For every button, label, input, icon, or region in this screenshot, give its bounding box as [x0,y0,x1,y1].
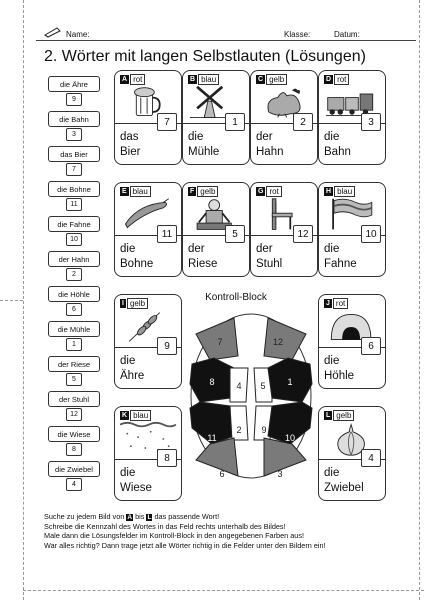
card-noun: Ähre [120,370,145,382]
cut-line-left [23,0,24,600]
answer-box[interactable]: 1 [225,113,245,131]
card-label [120,186,151,197]
card-letter: I [122,300,124,307]
card-label [324,74,349,85]
word-item: der Riese [48,356,100,372]
kontroll-field-number: 7 [217,337,223,347]
card-letter: J [326,300,330,307]
card-article: die [120,467,136,479]
word-item: der Stuhl [48,391,100,407]
datum-label: Datum: [334,30,360,39]
card-label [324,298,348,309]
kontroll-field-number: 10 [284,433,296,443]
picture-card [318,182,386,277]
cut-line-right [419,0,420,600]
kontroll-field-number: 8 [209,377,215,387]
instruction-line-2: Schreibe die Kennzahl des Wortes in das Feld rechts unterhalb des Bildes! [44,522,286,532]
card-letter: F [190,188,195,195]
card-noun: Bier [120,146,141,158]
name-label: Name: [66,30,90,39]
instruction-line-4: War alles richtig? Dann trage jetzt alle Wörter richtig in die Felder unter den Bildern ein! [44,540,326,550]
card-article: die [120,355,136,367]
card-article: das [120,131,139,143]
answer-box[interactable]: 12 [293,225,313,243]
card-color: gelb [266,74,287,85]
card-label [188,74,219,85]
card-letter: G [258,188,264,195]
card-noun: Hahn [256,146,284,158]
word-number-box: 6 [66,303,82,316]
card-noun: Wiese [120,482,152,494]
kontroll-field-number: 2 [236,425,242,435]
answer-box[interactable]: 3 [361,113,381,131]
word-item: die Zwiebel [48,461,100,477]
kontroll-field-number: 12 [272,337,284,347]
word-number-box: 10 [66,233,82,246]
card-article: die [324,243,340,255]
answer-box[interactable]: 7 [157,113,177,131]
instruction-line-1-a: Suche zu jedem Bild von [44,512,127,521]
picture-card [250,70,318,165]
answer-box[interactable]: 8 [157,449,177,467]
card-color: rot [334,74,349,85]
card-noun: Höhle [324,370,355,382]
card-article: der [256,243,273,255]
answer-box[interactable]: 5 [225,225,245,243]
card-article: die [324,355,340,367]
klasse-label: Klasse: [284,30,311,39]
card-letter: E [122,188,127,195]
kontroll-field-number: 1 [287,377,293,387]
instructions [44,512,414,550]
card-letter: L [326,412,331,419]
picture-card [114,182,182,277]
word-number-box: 3 [66,128,82,141]
card-label [188,186,218,197]
instruction-line-1-b: bis [133,512,147,521]
word-number-box: 11 [66,198,82,211]
word-item: die Wiese [48,426,100,442]
picture-card [114,406,182,501]
answer-box[interactable]: 4 [361,449,381,467]
word-item: die Mühle [48,321,100,337]
card-color: rot [266,186,281,197]
card-color: blau [130,186,151,197]
answer-box[interactable]: 6 [361,337,381,355]
card-color: gelb [333,410,354,421]
cut-line-bottom [23,590,424,591]
word-item: die Fahne [48,216,100,232]
picture-card [250,182,318,277]
picture-card [182,182,250,277]
word-item: das Bier [48,146,100,162]
picture-card [114,70,182,165]
kontroll-field-number: 3 [277,469,283,479]
kontroll-field-number: 5 [260,381,266,391]
card-letter: B [190,76,196,83]
word-number-box: 9 [66,93,82,106]
page-title: 2. Wörter mit langen Selbstlauten (Lösungen) [44,48,366,65]
header-line [36,40,416,41]
card-article: die [324,131,340,143]
word-number-box: 4 [66,478,82,491]
instruction-line-3: Male dann die Lösungsfelder im Kontroll-Block in den angegebenen Farben aus! [44,531,305,541]
picture-card [318,70,386,165]
answer-box[interactable]: 9 [157,337,177,355]
word-item: die Höhle [48,286,100,302]
answer-box[interactable]: 2 [293,113,313,131]
card-noun: Riese [188,258,218,270]
card-color: blau [334,186,355,197]
card-label [256,74,287,85]
card-noun: Stuhl [256,258,283,270]
card-label [120,74,145,85]
picture-card [182,70,250,165]
card-color: gelb [127,298,148,309]
kontroll-field[interactable] [264,318,306,360]
picture-card [318,294,386,389]
kontroll-block [186,306,316,486]
word-item: die Ähre [48,76,100,92]
card-color: blau [198,74,219,85]
picture-card [114,294,182,389]
card-letter: K [122,412,128,419]
word-item: die Bohne [48,181,100,197]
card-letter: C [258,76,264,83]
word-number-box: 5 [66,373,82,386]
card-noun: Fahne [324,258,357,270]
card-article: die [188,131,204,143]
card-color: rot [333,298,348,309]
kontroll-field-number: 9 [261,425,267,435]
card-article: der [188,243,205,255]
card-color: rot [130,74,145,85]
card-noun: Mühle [188,146,220,158]
answer-box[interactable]: 11 [157,225,177,243]
card-article: die [324,467,340,479]
card-label [324,410,354,421]
kontroll-field-number: 6 [219,469,225,479]
card-letter: D [326,76,332,83]
picture-card [318,406,386,501]
word-number-box: 7 [66,163,82,176]
word-item: die Bahn [48,111,100,127]
card-noun: Bohne [120,258,154,270]
card-label [324,186,355,197]
kontroll-block-title: Kontroll-Block [205,292,267,303]
kontroll-field-number: 4 [236,381,242,391]
card-letter: A [122,76,128,83]
card-article: die [120,243,136,255]
word-number-box: 8 [66,443,82,456]
card-noun: Bahn [324,146,351,158]
answer-box[interactable]: 10 [361,225,381,243]
word-number-box: 2 [66,268,82,281]
card-label [120,410,151,421]
word-item: der Hahn [48,251,100,267]
card-letter: H [326,188,332,195]
instruction-line-1-c: das passende Wort! [152,512,220,521]
card-noun: Zwiebel [324,482,364,494]
word-number-box: 12 [66,408,82,421]
card-color: gelb [197,186,218,197]
pencil-icon [44,26,62,38]
cut-line-fold [0,300,23,301]
letter-l-key: L [147,514,152,521]
card-label [256,186,282,197]
word-number-box: 1 [66,338,82,351]
card-color: blau [130,410,151,421]
card-label [120,298,148,309]
letter-a-key: A [127,514,133,521]
card-article: der [256,131,273,143]
kontroll-field-number: 11 [207,433,217,443]
